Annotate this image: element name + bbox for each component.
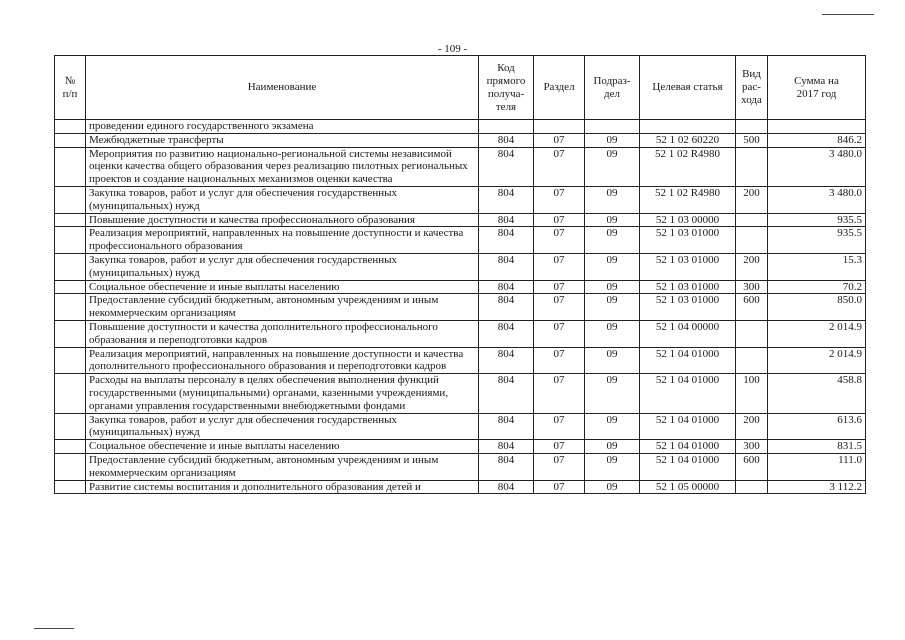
cell-sum: 15.3: [768, 253, 866, 280]
cell-code: 804: [479, 440, 534, 454]
cell-sum: 3 480.0: [768, 186, 866, 213]
cell-section: 07: [534, 186, 585, 213]
table-row: [55, 480, 866, 494]
cell-sum: 3 480.0: [768, 147, 866, 186]
cell-name: Социальное обеспечение и иные выплаты населению: [86, 280, 479, 294]
table-body: [55, 120, 866, 494]
cell-kind: 100: [736, 374, 768, 413]
table-row: [55, 227, 866, 254]
header-row: [55, 56, 866, 120]
cell-article: 52 1 04 01000: [640, 413, 736, 440]
cell-num: [55, 347, 86, 374]
cell-sum: 111.0: [768, 453, 866, 480]
table-row: [55, 413, 866, 440]
cell-name: Повышение доступности и качества профессионального образования: [86, 213, 479, 227]
cell-sum: 831.5: [768, 440, 866, 454]
cell-subsection: 09: [585, 294, 640, 321]
cell-code: 804: [479, 480, 534, 494]
cell-section: 07: [534, 294, 585, 321]
cell-kind: 600: [736, 294, 768, 321]
cell-subsection: 09: [585, 253, 640, 280]
cell-kind: 500: [736, 133, 768, 147]
cell-article: 52 1 03 01000: [640, 294, 736, 321]
cell-code: 804: [479, 227, 534, 254]
cell-num: [55, 453, 86, 480]
cell-name: Расходы на выплаты персоналу в целях обеспечения выполнения функций государственными (муниципальными) органами, казенными учреждениями, органами управления государственными внебюджетными фондами: [86, 374, 479, 413]
header-subsection: [585, 56, 640, 120]
bottom-rule: [34, 628, 74, 629]
table-row: [55, 120, 866, 134]
header-section: [534, 56, 585, 120]
cell-sum: 846.2: [768, 133, 866, 147]
cell-article: 52 1 02 R4980: [640, 186, 736, 213]
cell-kind: 200: [736, 253, 768, 280]
cell-article: 52 1 04 00000: [640, 320, 736, 347]
cell-num: [55, 147, 86, 186]
cell-code: 804: [479, 186, 534, 213]
cell-article: 52 1 03 00000: [640, 213, 736, 227]
cell-code: 804: [479, 320, 534, 347]
cell-kind: [736, 227, 768, 254]
cell-sum: 613.6: [768, 413, 866, 440]
cell-subsection: 09: [585, 280, 640, 294]
cell-kind: 200: [736, 186, 768, 213]
cell-section: 07: [534, 374, 585, 413]
cell-kind: [736, 320, 768, 347]
cell-name: Реализация мероприятий, направленных на повышение доступности и качества профессионального образования: [86, 227, 479, 254]
table-row: [55, 280, 866, 294]
header-subsection-label: Подраз- дел: [593, 74, 631, 100]
cell-name: Предоставление субсидий бюджетным, автономным учреждениям и иным некоммерческим организациям: [86, 294, 479, 321]
cell-name: проведении единого государственного экзамена: [86, 120, 479, 134]
cell-name: Повышение доступности и качества дополнительного профессионального образования и переподготовки кадров: [86, 320, 479, 347]
header-name: [86, 56, 479, 120]
cell-section: 07: [534, 480, 585, 494]
cell-kind: [736, 213, 768, 227]
cell-section: 07: [534, 413, 585, 440]
cell-kind: 200: [736, 413, 768, 440]
cell-code: 804: [479, 133, 534, 147]
cell-num: [55, 186, 86, 213]
header-kind-label: Вид рас- хода: [741, 68, 762, 106]
header-section-label: Раздел: [543, 81, 575, 93]
cell-code: 804: [479, 453, 534, 480]
cell-subsection: 09: [585, 374, 640, 413]
cell-subsection: 09: [585, 227, 640, 254]
table-row: [55, 374, 866, 413]
cell-num: [55, 120, 86, 134]
cell-sum: 935.5: [768, 227, 866, 254]
cell-section: 07: [534, 453, 585, 480]
cell-sum: 2 014.9: [768, 320, 866, 347]
cell-subsection: 09: [585, 347, 640, 374]
cell-section: 07: [534, 227, 585, 254]
cell-subsection: [585, 120, 640, 134]
cell-num: [55, 253, 86, 280]
cell-section: [534, 120, 585, 134]
cell-name: Предоставление субсидий бюджетным, автономным учреждениям и иным некоммерческим организациям: [86, 453, 479, 480]
header-num: [55, 56, 86, 120]
table-row: [55, 133, 866, 147]
cell-article: 52 1 03 01000: [640, 227, 736, 254]
cell-article: 52 1 04 01000: [640, 374, 736, 413]
cell-article: 52 1 04 01000: [640, 453, 736, 480]
cell-code: 804: [479, 413, 534, 440]
cell-code: 804: [479, 347, 534, 374]
cell-code: 804: [479, 374, 534, 413]
table-row: [55, 253, 866, 280]
cell-section: 07: [534, 213, 585, 227]
cell-kind: 300: [736, 440, 768, 454]
cell-num: [55, 133, 86, 147]
cell-subsection: 09: [585, 147, 640, 186]
cell-num: [55, 213, 86, 227]
table-row: [55, 213, 866, 227]
cell-section: 07: [534, 253, 585, 280]
header-num-label: № п/п: [62, 74, 78, 100]
cell-section: 07: [534, 147, 585, 186]
cell-num: [55, 227, 86, 254]
cell-num: [55, 294, 86, 321]
table-row: [55, 347, 866, 374]
top-rule: [822, 14, 874, 15]
cell-article: [640, 120, 736, 134]
cell-subsection: 09: [585, 133, 640, 147]
cell-num: [55, 280, 86, 294]
table-row: [55, 147, 866, 186]
budget-table: [54, 55, 866, 494]
table-row: [55, 320, 866, 347]
cell-kind: [736, 347, 768, 374]
cell-name: Мероприятия по развитию национально-региональной системы независимой оценки качества общего образования через реализацию пилотных региональных проектов и создание национальных механизмов оценки качества: [86, 147, 479, 186]
cell-kind: 600: [736, 453, 768, 480]
cell-code: 804: [479, 294, 534, 321]
cell-section: 07: [534, 347, 585, 374]
cell-sum: 458.8: [768, 374, 866, 413]
header-kind: [736, 56, 768, 120]
cell-article: 52 1 03 01000: [640, 253, 736, 280]
table-row: [55, 186, 866, 213]
cell-sum: 850.0: [768, 294, 866, 321]
cell-kind: [736, 480, 768, 494]
cell-article: 52 1 04 01000: [640, 347, 736, 374]
header-code-label: Код прямого получа- теля: [486, 61, 526, 113]
cell-sum: 70.2: [768, 280, 866, 294]
cell-num: [55, 480, 86, 494]
cell-code: 804: [479, 213, 534, 227]
cell-name: Закупка товаров, работ и услуг для обеспечения государственных (муниципальных) нужд: [86, 413, 479, 440]
cell-num: [55, 440, 86, 454]
cell-num: [55, 374, 86, 413]
cell-sum: [768, 120, 866, 134]
cell-code: 804: [479, 280, 534, 294]
cell-section: 07: [534, 440, 585, 454]
cell-kind: [736, 120, 768, 134]
table-header: [55, 56, 866, 120]
cell-article: 52 1 03 01000: [640, 280, 736, 294]
cell-code: [479, 120, 534, 134]
cell-article: 52 1 04 01000: [640, 440, 736, 454]
table-row: [55, 294, 866, 321]
cell-code: 804: [479, 147, 534, 186]
page-number: - 109 -: [437, 43, 468, 55]
cell-subsection: 09: [585, 453, 640, 480]
cell-subsection: 09: [585, 320, 640, 347]
cell-kind: 300: [736, 280, 768, 294]
cell-article: 52 1 02 60220: [640, 133, 736, 147]
cell-num: [55, 320, 86, 347]
cell-article: 52 1 02 R4980: [640, 147, 736, 186]
header-article: [640, 56, 736, 120]
cell-num: [55, 413, 86, 440]
cell-article: 52 1 05 00000: [640, 480, 736, 494]
cell-subsection: 09: [585, 440, 640, 454]
table-row: [55, 440, 866, 454]
cell-section: 07: [534, 280, 585, 294]
cell-name: Развитие системы воспитания и дополнительного образования детей и: [86, 480, 479, 494]
cell-name: Межбюджетные трансферты: [86, 133, 479, 147]
cell-sum: 2 014.9: [768, 347, 866, 374]
cell-name: Социальное обеспечение и иные выплаты населению: [86, 440, 479, 454]
cell-section: 07: [534, 133, 585, 147]
cell-sum: 3 112.2: [768, 480, 866, 494]
cell-name: Закупка товаров, работ и услуг для обеспечения государственных (муниципальных) нужд: [86, 186, 479, 213]
cell-subsection: 09: [585, 186, 640, 213]
cell-subsection: 09: [585, 413, 640, 440]
header-article-label: Целевая статья: [652, 81, 723, 93]
header-sum-label: Сумма на 2017 год: [794, 74, 839, 100]
cell-name: Закупка товаров, работ и услуг для обеспечения государственных (муниципальных) нужд: [86, 253, 479, 280]
cell-name: Реализация мероприятий, направленных на повышение доступности и качества дополнительного профессионального образования и переподготовки кадров: [86, 347, 479, 374]
header-name-label: Наименование: [247, 81, 317, 93]
cell-subsection: 09: [585, 213, 640, 227]
cell-section: 07: [534, 320, 585, 347]
cell-kind: [736, 147, 768, 186]
cell-sum: 935.5: [768, 213, 866, 227]
cell-code: 804: [479, 253, 534, 280]
header-sum: [768, 56, 866, 120]
header-code: [479, 56, 534, 120]
table-row: [55, 453, 866, 480]
cell-subsection: 09: [585, 480, 640, 494]
